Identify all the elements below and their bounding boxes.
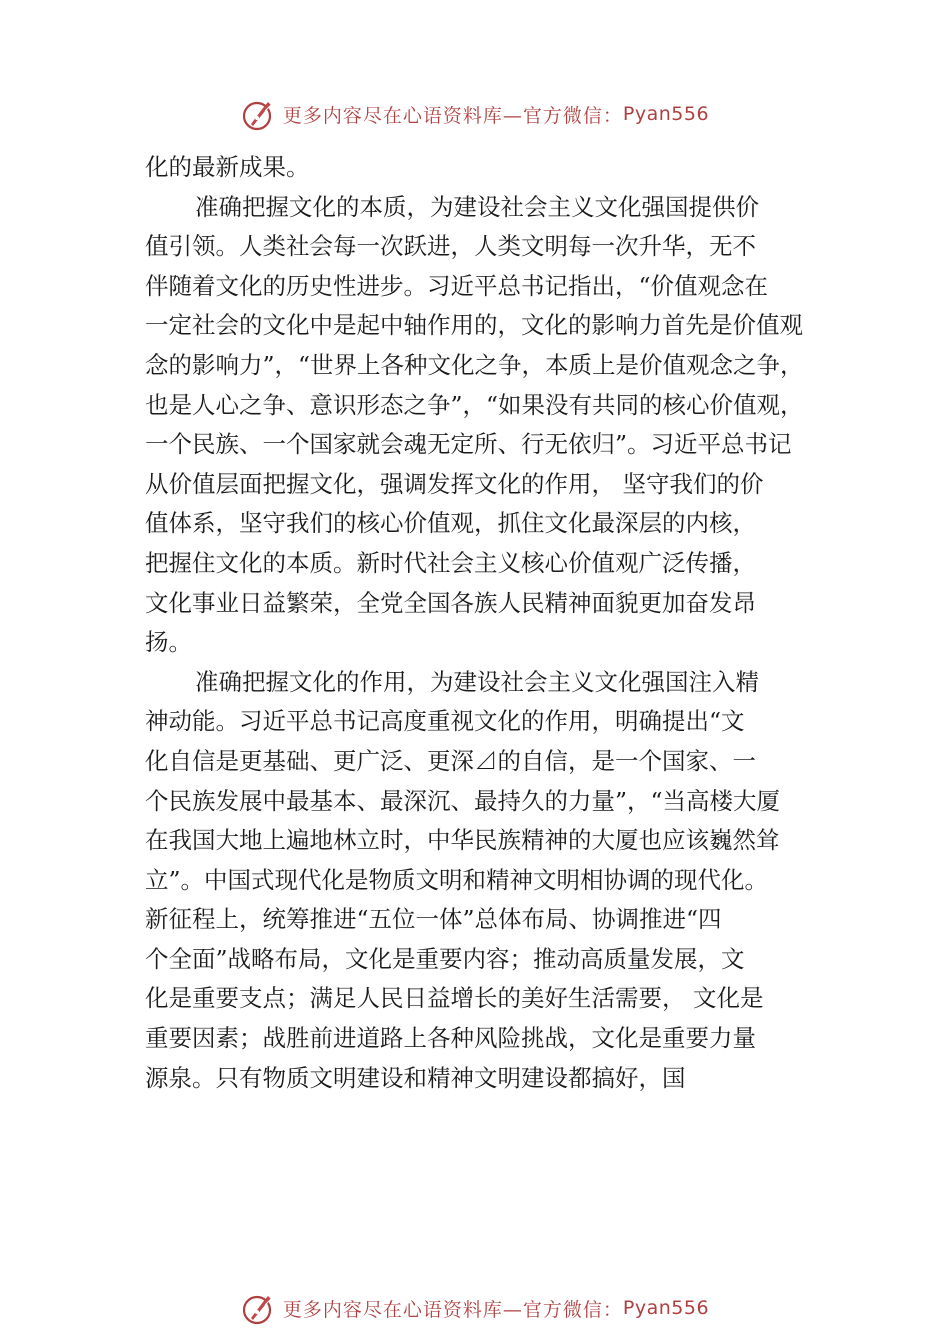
text-line: 伴随着文化的历史性进步。习近平总书记指出，“价值观念在 <box>145 271 769 300</box>
text-line: 个全面”战略布局，文化是重要内容；推动高质量发展，文 <box>145 944 745 973</box>
text-line: 一定社会的文化中是起中轴作用的，文化的影响力首先是价值观 <box>145 311 803 340</box>
watermark-footer <box>0 1288 950 1328</box>
text-line: 个民族发展中最基本、最深沉、最持久的力量”，“当高楼大厦 <box>145 786 781 815</box>
text-line: 准确把握文化的作用，为建设社会主义文化强国注入精 <box>195 667 759 696</box>
text-line: 文化事业日益繁荣，全党全国各族人民精神面貌更加奋发昂 <box>145 588 756 617</box>
text-line: 神动能。习近平总书记高度重视文化的作用，明确提出“文 <box>145 707 745 736</box>
text-line: 新征程上，统筹推进“五位一体”总体布局、协调推进“四 <box>145 905 722 934</box>
pen-nib-circle-icon <box>241 96 277 132</box>
watermark-text: 更多内容尽在心语资料库—官方微信： <box>282 104 623 127</box>
text-line: 重要因素；战胜前进道路上各种风险挑战，文化是重要力量 <box>145 1024 756 1053</box>
watermark-account-id: Pyan556 <box>622 1297 710 1319</box>
watermark-text: 更多内容尽在心语资料库—官方微信： <box>282 1298 623 1321</box>
document-body <box>145 148 810 1098</box>
text-line: 从价值层面把握文化，强调发挥文化的作用， 坚守我们的价 <box>145 469 764 498</box>
watermark-account-id: Pyan556 <box>622 103 710 125</box>
text-line: 一个民族、一个国家就会魂无定所、行无依归”。习近平总书记 <box>145 430 792 459</box>
text-line: 把握住文化的本质。新时代社会主义核心价值观广泛传播， <box>145 548 756 577</box>
text-line: 立”。中国式现代化是物质文明和精神文明相协调的现代化。 <box>145 865 769 894</box>
pen-nib-circle-icon <box>241 1290 277 1326</box>
text-line: 准确把握文化的本质，为建设社会主义文化强国提供价 <box>195 192 759 221</box>
text-line: 扬。 <box>145 628 192 657</box>
text-line: 化的最新成果。 <box>145 153 310 181</box>
text-line: 念的影响力”，“世界上各种文化之争，本质上是价值观念之争， <box>145 350 804 379</box>
text-line: 也是人心之争、意识形态之争”，“如果没有共同的核心价值观， <box>145 390 804 419</box>
text-line: 化自信是更基础、更广泛、更深⊿的自信，是一个国家、一 <box>145 746 756 775</box>
watermark-header <box>0 94 950 134</box>
text-line: 源泉。只有物质文明建设和精神文明建设都搞好，国 <box>145 1063 686 1092</box>
text-line: 化是重要支点；满足人民日益增长的美好生活需要， 文化是 <box>145 984 764 1013</box>
text-line: 值引领。人类社会每一次跃进，人类文明每一次升华，无不 <box>145 232 756 261</box>
text-line: 值体系，坚守我们的核心价值观，抓住文化最深层的内核， <box>145 509 756 538</box>
text-line: 在我国大地上遍地林立时，中华民族精神的大厦也应该巍然耸 <box>145 826 780 855</box>
